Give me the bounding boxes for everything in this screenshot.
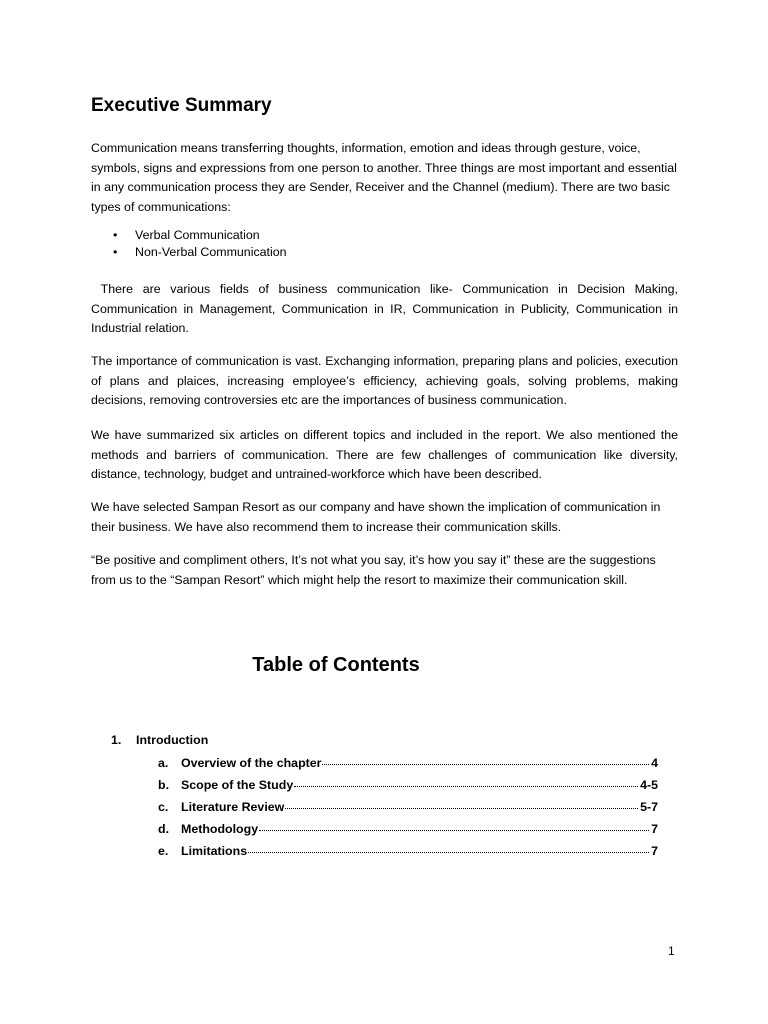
toc-item-letter: b. (158, 778, 170, 792)
list-item (91, 244, 287, 261)
bullet-icon: • (113, 245, 118, 259)
bullet-icon: • (113, 228, 118, 242)
table-of-contents-heading: Table of Contents (252, 654, 420, 676)
toc-chapter[interactable] (111, 730, 208, 750)
toc-item-label: Overview of the chapter (181, 756, 322, 770)
toc-item-limitations[interactable] (158, 840, 658, 862)
bullet-text: Verbal Communication (135, 228, 260, 242)
communication-types-list (91, 227, 287, 261)
dot-leader (322, 764, 649, 765)
intro-paragraph: Communication means transferring thoughts, information, emotion and ideas through gesture, voice, symbols, signs and expressions from one person to another. Three things are most important and essential in any communication process they are Sender, Receiver and the Channel (medium). There are two basic types of communications: (91, 141, 677, 214)
toc-item-letter: e. (158, 844, 169, 858)
bullet-text: Non-Verbal Communication (135, 245, 287, 259)
toc-item-page: 7 (651, 844, 658, 858)
toc-item-page: 4-5 (640, 778, 658, 792)
toc-item-page: 4 (651, 756, 658, 770)
toc-item-literature-review[interactable] (158, 796, 658, 818)
toc-item-label: Methodology (181, 822, 259, 836)
dot-leader (285, 808, 638, 809)
page-number: 1 (668, 944, 675, 958)
toc-chapter-number: 1. (111, 733, 122, 747)
toc-item-page: 5-7 (640, 800, 658, 814)
quote-paragraph: “Be positive and compliment others, It’s not what you say, it’s how you say it” these are the suggestions from us to the “Sampan Resort” which might help the resort to maximize their communication skill. (91, 553, 656, 587)
dot-leader (259, 830, 649, 831)
toc-chapter-title: Introduction (136, 733, 209, 747)
importance-paragraph: The importance of communication is vast. Exchanging information, preparing plans and policies, execution of plans and plaices, increasing employee’s efficiency, achieving goals, solving problems, making decisions, removing controversies etc are the importances of business communication. (91, 354, 678, 407)
toc-item-letter: d. (158, 822, 170, 836)
dot-leader (248, 852, 649, 853)
toc-item-label: Limitations (181, 844, 248, 858)
toc-item-letter: a. (158, 756, 169, 770)
toc-item-methodology[interactable] (158, 818, 658, 840)
toc-item-page: 7 (651, 822, 658, 836)
list-item (91, 227, 287, 244)
dot-leader (294, 786, 638, 787)
toc-item-overview[interactable] (158, 752, 658, 774)
toc-item-scope[interactable] (158, 774, 658, 796)
fields-paragraph: There are various fields of business communication like- Communication in Decision Making, Communication in Management, Communication in IR, Communication in Publicity, Communication in Industrial relation. (91, 282, 682, 335)
company-paragraph: We have selected Sampan Resort as our company and have shown the implication of communication in their business. We have also recommend them to increase their communication skills. (91, 500, 661, 534)
toc-item-letter: c. (158, 800, 169, 814)
executive-summary-heading: Executive Summary (91, 95, 272, 116)
toc-item-label: Scope of the Study (181, 778, 294, 792)
articles-paragraph: We have summarized six articles on different topics and included in the report. We also mentioned the methods and barriers of communication. There are few challenges of communication like diversity, distance, technology, budget and untrained-workforce which have been described. (91, 428, 678, 481)
toc-list (158, 752, 658, 862)
toc-item-label: Literature Review (181, 800, 285, 814)
